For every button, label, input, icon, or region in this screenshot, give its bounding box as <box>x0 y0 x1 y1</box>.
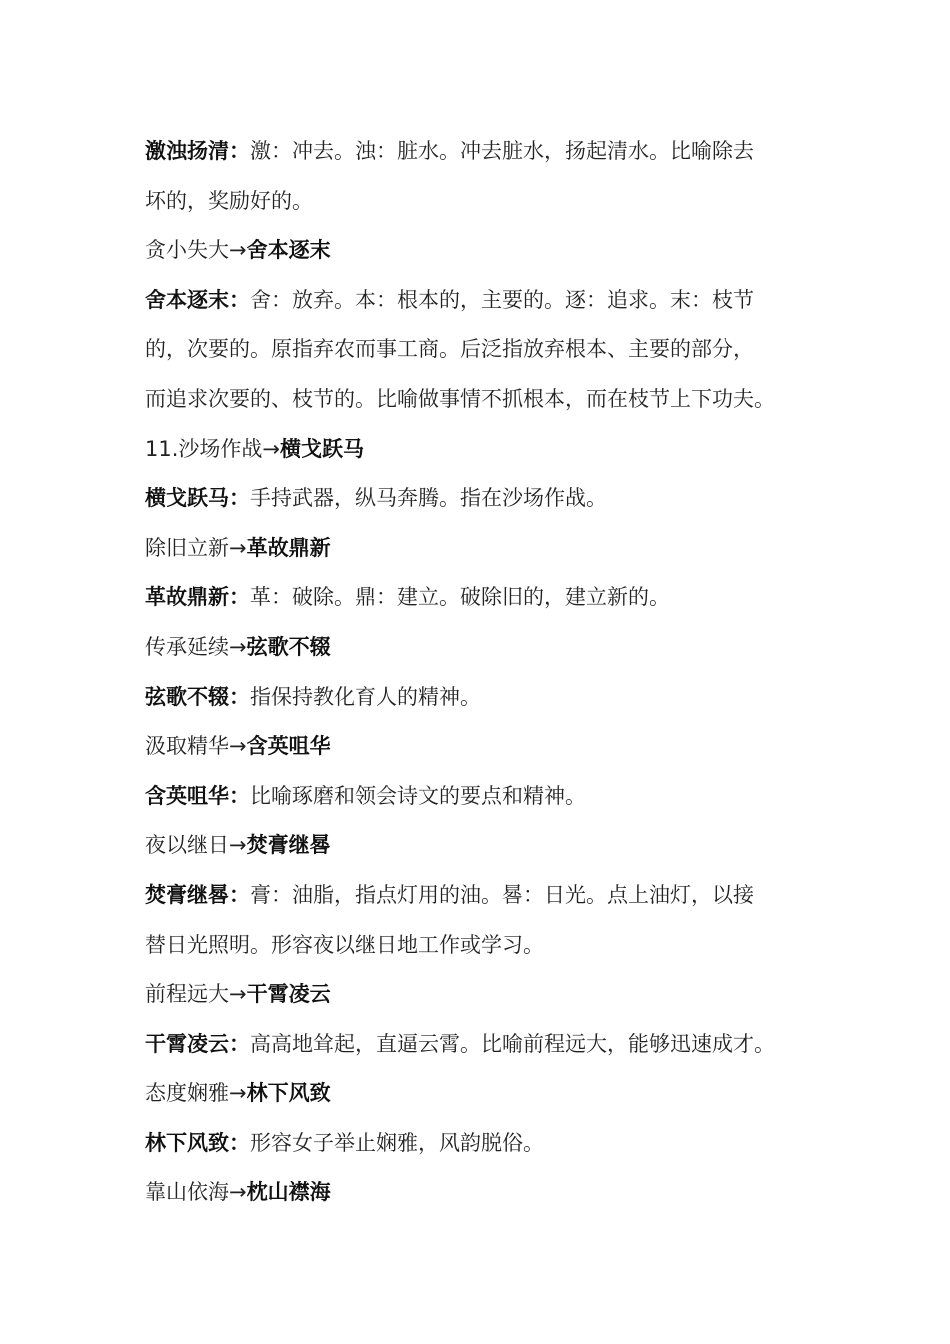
definition-text: 形容女子举止娴雅，风韵脱俗。 <box>250 1130 544 1155</box>
definition-text: 替日光照明。形容夜以继日地工作或学习。 <box>145 932 544 957</box>
bold-term: 弦歌不辍： <box>145 684 250 709</box>
text-line <box>145 524 825 574</box>
definition-text: 的，次要的。原指弃农而事工商。后泛指放弃根本、主要的部分， <box>145 337 754 362</box>
text-line <box>145 375 825 425</box>
text-line <box>145 1119 825 1169</box>
text-line <box>145 970 825 1020</box>
definition-text: 坏的，奖励好的。 <box>145 188 313 213</box>
bold-term: 枕山襟海 <box>246 1180 331 1205</box>
text-line <box>145 177 825 227</box>
definition-text: 指保持教化育人的精神。 <box>250 684 481 709</box>
bold-term: 林下风致： <box>145 1130 250 1155</box>
definition-text: 激：冲去。浊：脏水。冲去脏水，扬起清水。比喻除去 <box>250 139 754 163</box>
definition-text: 膏：油脂，指点灯用的油。晷：日光。点上油灯，以接 <box>250 882 754 907</box>
bold-term: 干霄凌云： <box>145 1031 250 1056</box>
text-line <box>145 276 825 326</box>
text-line <box>145 1168 825 1218</box>
text-line <box>145 871 825 921</box>
bold-term: 林下风致 <box>246 1081 331 1106</box>
text-line <box>145 921 825 971</box>
meaning-text: 贪小失大→ <box>145 238 247 263</box>
definition-text: 革：破除。鼎：建立。破除旧的，建立新的。 <box>250 585 670 610</box>
text-line <box>145 772 825 822</box>
text-line <box>145 623 825 673</box>
meaning-text: 靠山依海→ <box>145 1180 247 1205</box>
bold-term: 革故鼎新： <box>145 585 250 610</box>
meaning-text: 夜以继日→ <box>145 833 247 858</box>
text-line <box>145 425 825 475</box>
bold-term: 横戈跃马 <box>280 436 364 461</box>
bold-term: 干霄凌云 <box>246 982 331 1007</box>
meaning-text: 前程远大→ <box>145 982 247 1007</box>
text-line <box>145 127 825 177</box>
text-line <box>145 474 825 524</box>
bold-term: 焚膏继晷： <box>145 882 250 907</box>
meaning-text: 汲取精华→ <box>145 734 247 759</box>
bold-term: 含英咀华 <box>246 734 331 759</box>
meaning-text: 态度娴雅→ <box>145 1081 247 1106</box>
definition-text: 比喻琢磨和领会诗文的要点和精神。 <box>250 783 586 808</box>
text-line <box>145 226 825 276</box>
text-line <box>145 1069 825 1119</box>
text-line <box>145 573 825 623</box>
bold-term: 含英咀华： <box>145 783 250 808</box>
document-page <box>145 127 825 1218</box>
definition-text: 高高地耸起，直逼云霄。比喻前程远大，能够迅速成才。 <box>250 1031 775 1056</box>
text-line <box>145 821 825 871</box>
meaning-text: 11.沙场作战→ <box>145 436 280 461</box>
bold-term: 激浊扬清： <box>145 139 250 163</box>
text-line <box>145 673 825 723</box>
bold-term: 革故鼎新 <box>246 535 331 560</box>
bold-term: 焚膏继晷 <box>246 833 331 858</box>
text-line <box>145 722 825 772</box>
bold-term: 舍本逐末： <box>145 287 250 312</box>
bold-term: 横戈跃马： <box>145 486 250 511</box>
meaning-text: 传承延续→ <box>145 634 247 659</box>
bold-term: 弦歌不辍 <box>246 634 331 659</box>
definition-text: 舍：放弃。本：根本的，主要的。逐：追求。末：枝节 <box>250 287 754 312</box>
text-line <box>145 325 825 375</box>
meaning-text: 除旧立新→ <box>145 535 247 560</box>
text-line <box>145 1020 825 1070</box>
bold-term: 舍本逐末 <box>246 238 331 263</box>
definition-text: 而追求次要的、枝节的。比喻做事情不抓根本，而在枝节上下功夫。 <box>145 386 775 411</box>
definition-text: 手持武器，纵马奔腾。指在沙场作战。 <box>250 486 607 511</box>
